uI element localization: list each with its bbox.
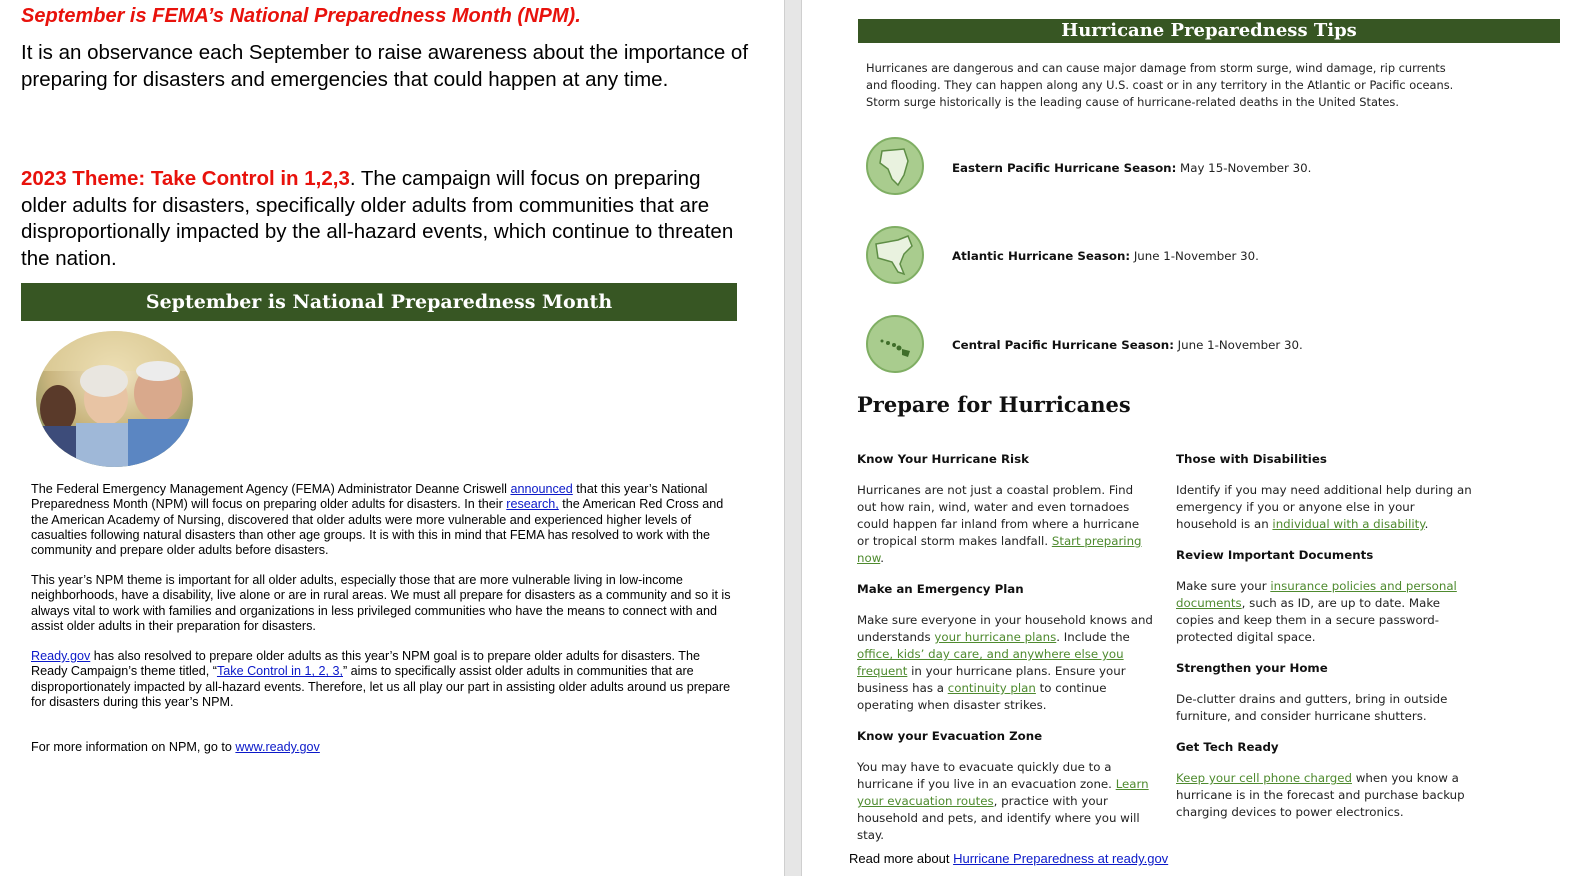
cell-phone-link[interactable]: Keep your cell phone charged bbox=[1176, 771, 1352, 785]
older-adults-photo bbox=[36, 331, 193, 467]
evacuation-routes-link[interactable]: Learn your evacuation routes bbox=[857, 777, 1149, 808]
risk-text bbox=[857, 482, 1153, 567]
read-more bbox=[849, 851, 1168, 866]
central-pacific-label: Central Pacific Hurricane Season: bbox=[952, 338, 1174, 352]
npm-intro: It is an observance each September to raise awareness about the importance of preparing for disasters and emergencies that could happen at any time. bbox=[21, 41, 749, 91]
p3-text-a: has also resolved to prepare older adults as this year’s NPM goal is to prepare older adults for disasters. The Ready Campaign’s theme titled, “ bbox=[31, 649, 700, 679]
insurance-link[interactable]: insurance policies and personal documents bbox=[1176, 579, 1457, 610]
tech-text bbox=[1176, 770, 1472, 821]
npm-paragraph-3 bbox=[31, 649, 731, 710]
theme-label: 2023 Theme: Take Control in 1,2,3 bbox=[21, 167, 350, 190]
documents-text bbox=[1176, 578, 1472, 646]
theme-text: . The campaign will focus on preparing older adults for disasters, specifically older adults from communities that are disproportionally impacted by the all-hazard events, which continue to threaten the nation. bbox=[21, 167, 734, 270]
atlantic-label: Atlantic Hurricane Season: bbox=[952, 249, 1131, 263]
hurricane-intro: Hurricanes are dangerous and can cause major damage from storm surge, wind damage, rip currents and flooding. They can happen along any U.S. coast or in any territory in the Atlantic or Pacific oceans. Storm surge historically is the leading cause of hurricane-related deaths in the United States. bbox=[866, 61, 1454, 109]
hurricane-page bbox=[802, 0, 1576, 876]
npm-page bbox=[0, 0, 784, 876]
documents-heading: Review Important Documents bbox=[1176, 548, 1374, 562]
risk-text-b: . bbox=[880, 551, 885, 565]
npm-title: September is FEMA’s National Preparedness Month (NPM). bbox=[21, 5, 581, 27]
ready-gov-link[interactable]: Ready.gov bbox=[31, 649, 91, 663]
plan-text-b: . Include the bbox=[1056, 630, 1130, 644]
risk-text-a: Hurricanes are not just a coastal problem. Find out how rain, wind, water and even tornadoes could happen far inland from where a hurricane or tropical storm makes landfall. bbox=[857, 483, 1140, 548]
evac-text-a: You may have to evacuate quickly due to a hurricane if you live in an evacuation zone. bbox=[857, 760, 1116, 791]
research-link[interactable]: research, bbox=[506, 497, 559, 512]
hurricane-banner: Hurricane Preparedness Tips bbox=[858, 19, 1560, 43]
plan-text-d: to continue operating when disaster strikes. bbox=[857, 681, 1107, 712]
announced-link[interactable]: announced bbox=[510, 482, 573, 496]
docs-text-a: Make sure your bbox=[1176, 579, 1271, 593]
npm-paragraph-2: This year’s NPM theme is important for all older adults, especially those that are more vulnerable living in low-income neighborhoods, have a disability, live alone or are in rural areas. We must all prepare for disasters as a community and so it is always vital to work with families and organizations in less privileged communities who have the means to connect with and assist older adults in their preparation for disasters. bbox=[31, 573, 731, 633]
atlantic-season bbox=[952, 249, 1259, 263]
eastern-pacific-season bbox=[952, 161, 1311, 175]
eastern-pacific-dates: May 15-November 30. bbox=[1176, 161, 1312, 175]
central-pacific-dates: June 1-November 30. bbox=[1173, 338, 1303, 352]
home-heading: Strengthen your Home bbox=[1176, 661, 1328, 675]
prepare-title: Prepare for Hurricanes bbox=[857, 392, 1131, 417]
tech-heading: Get Tech Ready bbox=[1176, 740, 1279, 754]
p1-text-b: that this year’s National Preparedness Month (NPM) will focus on preparing older adults for disasters. In their bbox=[31, 482, 708, 512]
continuity-plan-link[interactable]: continuity plan bbox=[947, 681, 1036, 695]
home-text: De-clutter drains and gutters, bring in outside furniture, and consider hurricane shutters. bbox=[1176, 692, 1448, 723]
p1-text-c: the American Red Cross and the American Academy of Nursing, discovered that older adults were more vulnerable and experienced higher levels of casualties following natural disasters than other age groups. It is with this in mind that FEMA has resolved to work with the community and prepare older adults before disasters. bbox=[31, 497, 724, 558]
dis-text-b: . bbox=[1424, 517, 1429, 531]
plan-text-c: in your hurricane plans. Ensure your business has a bbox=[857, 664, 1126, 695]
evac-text bbox=[857, 759, 1153, 844]
west-coast-map-icon bbox=[866, 137, 924, 195]
more-info-text: For more information on NPM, go to bbox=[31, 740, 236, 754]
risk-heading: Know Your Hurricane Risk bbox=[857, 452, 1029, 466]
evac-heading: Know your Evacuation Zone bbox=[857, 729, 1043, 743]
atlantic-dates: June 1-November 30. bbox=[1130, 249, 1259, 263]
disabilities-heading: Those with Disabilities bbox=[1176, 452, 1327, 466]
npm-more-info bbox=[31, 740, 731, 755]
prep-column-left bbox=[857, 451, 1153, 844]
tech-text-a: when you know a hurricane is in the forecast and purchase backup charging devices to power electronics. bbox=[1176, 771, 1465, 819]
take-control-link[interactable]: Take Control in 1, 2, 3, bbox=[216, 664, 343, 679]
disabilities-text bbox=[1176, 482, 1472, 533]
start-preparing-link[interactable]: Start preparing now bbox=[857, 534, 1142, 565]
central-pacific-season bbox=[952, 338, 1303, 352]
hurricane-plans-link[interactable]: your hurricane plans bbox=[934, 630, 1057, 644]
docs-text-b: , such as ID, are up to date. Make copies and keep them in a secure password-protected digital space. bbox=[1176, 596, 1441, 644]
p3-text-b: ” aims to specifically assist older adults in communities that are disproportionately impacted by all-hazard events. Therefore, let us all play our part in assisting older adults around us prepare for disasters during this year’s NPM. bbox=[31, 664, 731, 709]
prep-column-right bbox=[1176, 451, 1472, 821]
eastern-pacific-label: Eastern Pacific Hurricane Season: bbox=[952, 161, 1177, 175]
plan-text bbox=[857, 612, 1153, 714]
p1-text-a: The Federal Emergency Management Agency (FEMA) Administrator Deanne Criswell bbox=[31, 482, 511, 496]
disability-link[interactable]: individual with a disability bbox=[1272, 517, 1425, 531]
npm-paragraph-1 bbox=[31, 482, 731, 558]
dis-text-a: Identify if you may need additional help during an emergency if you or anyone else in your household is an bbox=[1176, 483, 1472, 531]
npm-banner: September is National Preparedness Month bbox=[21, 283, 737, 321]
read-more-text: Read more about bbox=[849, 851, 954, 866]
office-daycare-link[interactable]: office, kids’ day care, and anywhere else you frequent bbox=[857, 647, 1124, 678]
plan-heading: Make an Emergency Plan bbox=[857, 582, 1024, 596]
plan-text-a: Make sure everyone in your household knows and understands bbox=[857, 613, 1153, 644]
hawaii-map-icon bbox=[866, 315, 924, 373]
east-coast-map-icon bbox=[866, 226, 924, 284]
page-divider bbox=[784, 0, 802, 876]
npm-theme bbox=[21, 166, 751, 272]
evac-text-b: , practice with your household and pets, and identify where you will stay. bbox=[857, 794, 1140, 842]
www-ready-gov-link[interactable]: www.ready.gov bbox=[235, 740, 320, 754]
hurricane-preparedness-link[interactable]: Hurricane Preparedness at ready.gov bbox=[953, 851, 1169, 866]
